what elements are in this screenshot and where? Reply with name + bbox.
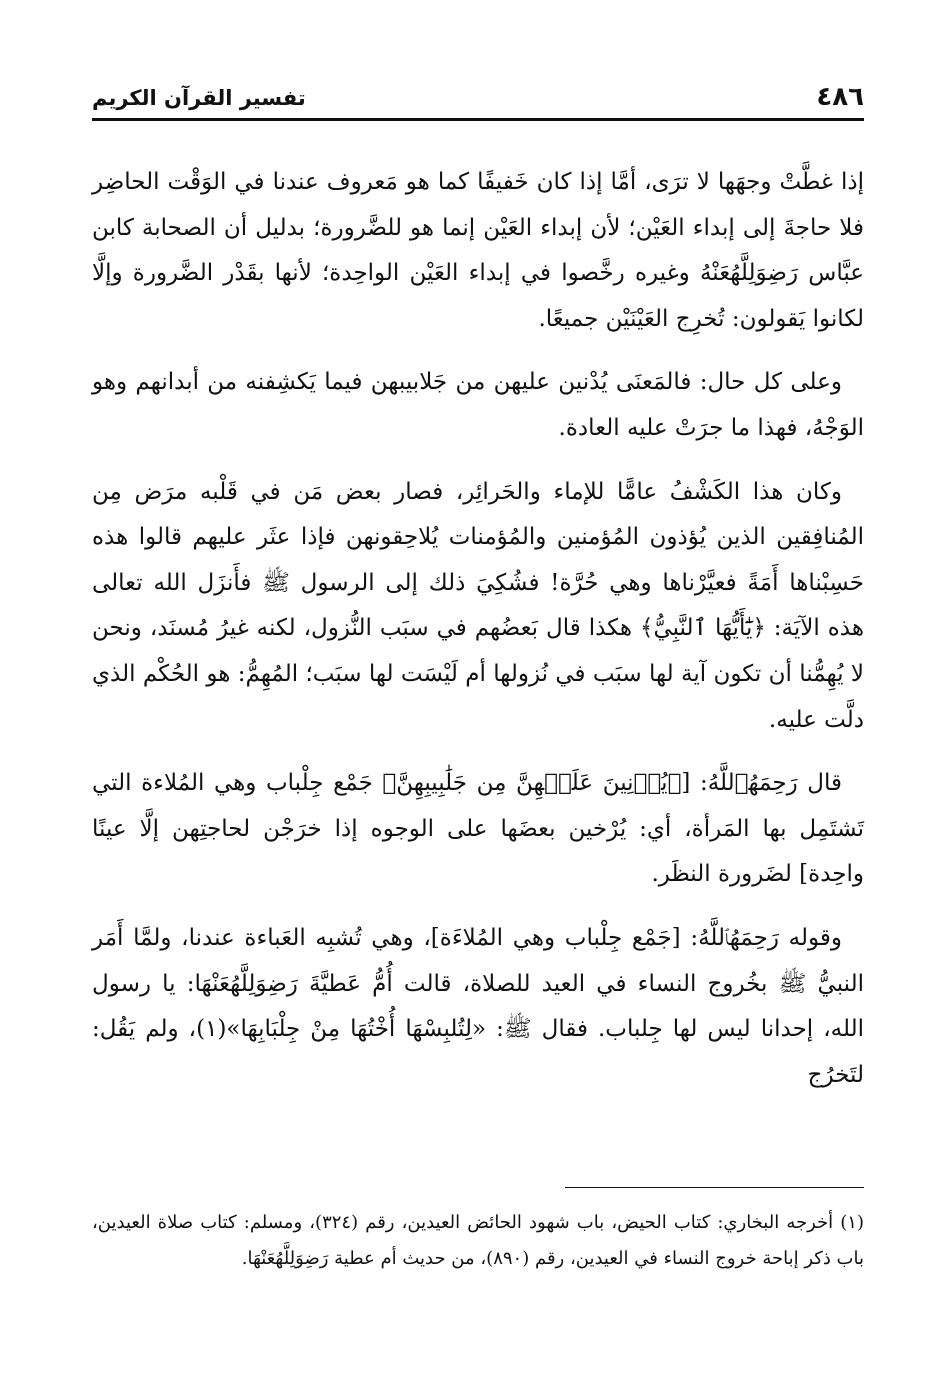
footnote-1: (١) أخرجه البخاري: كتاب الحيض، باب شهود الحائض العيدين، رقم (٣٢٤)، ومسلم: كتاب صلاة العيدين، باب ذكر إباحة خروج النساء في العيدين، رقم (٨٩٠)، من حديث أم عطية رَضِوَلِلَّهُعَنْهَا. bbox=[92, 1212, 864, 1269]
body-text bbox=[92, 160, 864, 1116]
paragraph-2: وعلى كل حال: فالمَعنَى يُدْنين عليهن من جَلابيبهن فيما يَكشِفنه من أبدانهم وهو الوَجْهُ، فهذا ما جرَتْ عليه العادة. bbox=[92, 369, 864, 441]
footnote-separator bbox=[565, 1187, 864, 1188]
paragraph-5: وقوله رَحِمَهُٱللَّهُ: [جَمْع جِلْباب وهي المُلاءَة]، وهي تُشبِه العَباءة عندنا، ولمَّا أَمَر النبيُّ ﷺ بخُروج النساء في العيد للصلاة، قالت أُمُّ عَطيَّةَ رَضِوَلِلَّهُعَنْهَا: يا رسول الله، إحدانا ليس لها جِلباب. فقال ﷺ: «لِتُلبِسْهَا أُخْتُهَا مِنْ جِلْبَابِهَا»(١)، ولم يَقُل: لتَخرُج bbox=[92, 924, 864, 1088]
running-header bbox=[92, 78, 864, 121]
page-number: ٤٨٦ bbox=[816, 82, 864, 112]
footnotes bbox=[92, 1205, 864, 1277]
book-title: تفسير القرآن الكريم bbox=[92, 86, 306, 110]
paragraph-3: وكان هذا الكَشْفُ عامًّا للإماء والحَرائِر، فصار بعض مَن في قَلْبه مرَض مِن المُنافِقين الذين يُؤذون المُؤمنين والمُؤمنات يُلاحِقونهن فإذا عثَر عليهم قالوا هذه حَسِبْناها أَمَةً فعيَّرْناها وهي حُرَّة! فشُكِيَ ذلك إلى الرسول ﷺ فأَنزَل الله تعالى هذه الآيَة: ﴿يَٰٓأَيُّهَا ٱلنَّبِيُّ﴾ هكذا قال بَعضُهم في سبَب النُّزول، لكنه غيرُ مُسنَد، ونحن لا يُهِمُّنا أن تكون آية لها سبَب في نُزولها أم لَيْسَت لها سبَب؛ المُهِمُّ: هو الحُكْم الذي دلَّت عليه. bbox=[92, 478, 864, 733]
paragraph-4: قال رَحِمَهُٱللَّهُ: [﴿يُدۡنِينَ عَلَيۡهِنَّ مِن جَلَٰبِيبِهِنَّ﴾ جَمْع جِلْباب وهي المُلاءة التي تَشتَمِل بها المَرأة، أي: يُرْخين بعضَها على الوجوه إذا خرَجْن لحاجتِهن إلَّا عينًا واحِدة] لضَرورة النظَر. bbox=[92, 770, 864, 888]
paragraph-1: إذا غطَّتْ وجهَها لا ترَى، أمَّا إذا كان خَفيفًا كما هو مَعروف عندنا في الوَقْت الحاضِر فلا حاجةَ إلى إبداء العَيْن؛ لأن إبداء العَيْن إنما هو للضَّرورة؛ بدليل أن الصحابة كابن عبَّاس رَضِوَلِلَّهُعَنْهُ وغيره رخَّصوا في إبداء العَيْن الواحِدة؛ لأنها بقَدْر الضَّرورة وإلَّا لكانوا يَقولون: تُخرِج العَيْنَيْن جميعًا. bbox=[92, 169, 864, 332]
